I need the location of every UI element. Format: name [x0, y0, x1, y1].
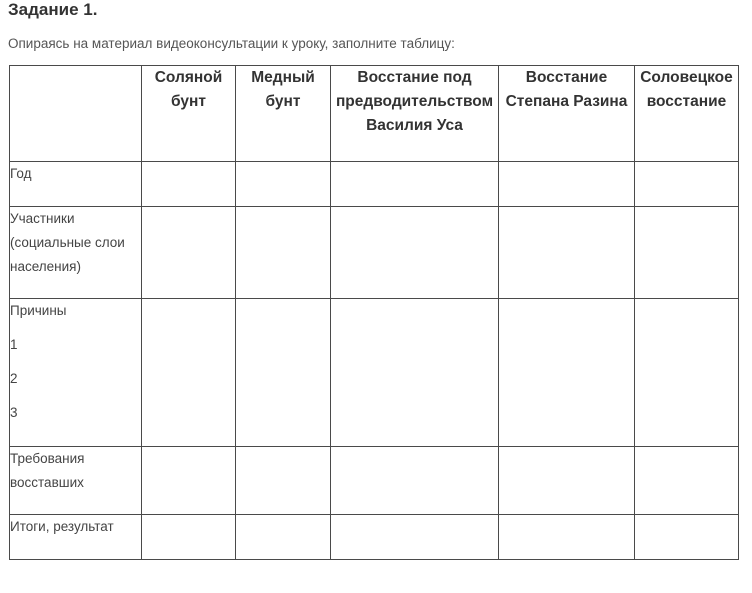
row-label-causes: [10, 299, 142, 447]
cause-number-1: 1: [10, 337, 18, 352]
row-label-year: Год: [10, 162, 142, 207]
row-causes: [10, 299, 739, 447]
cell-results-solovetsky[interactable]: [635, 515, 739, 560]
cell-year-vasily-us[interactable]: [331, 162, 499, 207]
cell-results-razin[interactable]: [499, 515, 635, 560]
cell-results-vasily-us[interactable]: [331, 515, 499, 560]
cell-demands-vasily-us[interactable]: [331, 447, 499, 515]
events-table: [9, 65, 739, 560]
cell-participants-razin[interactable]: [499, 207, 635, 299]
header-salt-riot: Соляной бунт: [142, 66, 236, 162]
header-solovetsky-uprising: Соловецкое восстание: [635, 66, 739, 162]
row-results: [10, 515, 739, 560]
cell-causes-copper[interactable]: [236, 299, 331, 447]
cell-results-copper[interactable]: [236, 515, 331, 560]
row-label-demands: Требования восставших: [10, 447, 142, 515]
row-label-participants: Участники (социальные слои населения): [10, 207, 142, 299]
row-label-results: Итоги, результат: [10, 515, 142, 560]
cause-number-2: 2: [10, 371, 18, 386]
row-participants: [10, 207, 739, 299]
cause-number-3: 3: [10, 405, 18, 420]
header-copper-riot: Медный бунт: [236, 66, 331, 162]
cell-causes-razin[interactable]: [499, 299, 635, 447]
cell-year-copper[interactable]: [236, 162, 331, 207]
header-vasily-us-uprising: Восстание под предводительством Василия Уса: [331, 66, 499, 162]
causes-label: Причины: [10, 303, 67, 318]
cell-causes-vasily-us[interactable]: [331, 299, 499, 447]
cell-year-razin[interactable]: [499, 162, 635, 207]
cell-causes-solovetsky[interactable]: [635, 299, 739, 447]
cell-demands-razin[interactable]: [499, 447, 635, 515]
cell-participants-solovetsky[interactable]: [635, 207, 739, 299]
row-demands: [10, 447, 739, 515]
cell-causes-salt[interactable]: [142, 299, 236, 447]
header-empty-cell: [10, 66, 142, 162]
cell-participants-copper[interactable]: [236, 207, 331, 299]
cell-year-salt[interactable]: [142, 162, 236, 207]
row-year: [10, 162, 739, 207]
task-instruction: Опираясь на материал видеоконсультации к уроку, заполните таблицу:: [8, 36, 455, 51]
cell-demands-solovetsky[interactable]: [635, 447, 739, 515]
cell-demands-copper[interactable]: [236, 447, 331, 515]
cell-participants-vasily-us[interactable]: [331, 207, 499, 299]
cell-participants-salt[interactable]: [142, 207, 236, 299]
header-razin-uprising: Восстание Степана Разина: [499, 66, 635, 162]
cell-results-salt[interactable]: [142, 515, 236, 560]
cell-demands-salt[interactable]: [142, 447, 236, 515]
task-title: Задание 1.: [8, 0, 98, 19]
header-row: [10, 66, 739, 162]
cell-year-solovetsky[interactable]: [635, 162, 739, 207]
